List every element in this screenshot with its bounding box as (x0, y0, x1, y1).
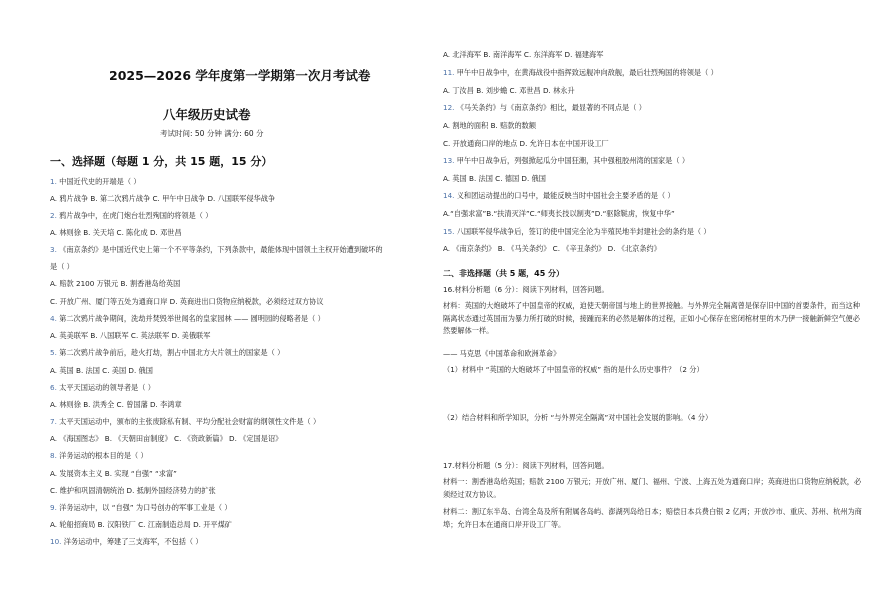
question-stem (443, 191, 675, 201)
question-stem (443, 227, 711, 237)
question-number: 10. (50, 537, 62, 546)
question-options: A. 割地的面积 B. 赔款的数额 (443, 121, 537, 130)
question-text: 中国近代史的开端是（ ） (59, 177, 141, 186)
question-stem (50, 177, 141, 187)
question-text: 第二次鸦片战争期间，洗劫并焚毁举世闻名的皇家园林 —— 圆明园的侵略者是（ ） (59, 314, 325, 323)
question-text: 甲午中日战争中，在黄海战役中指挥致远舰冲向敌舰，最后壮烈殉国的将领是（ ） (456, 68, 718, 77)
question-options: A. 林则徐 B. 洪秀全 C. 曾国藩 D. 李鸿章 (50, 400, 182, 409)
exam-meta: 考试时间: 50 分钟 满分: 60 分 (160, 129, 264, 138)
question-options: A. 林则徐 B. 关天培 C. 陈化成 D. 邓世昌 (50, 228, 182, 237)
section-2-heading: 二、非选择题（共 5 题，45 分） (443, 269, 565, 278)
question-options: A. 英国 B. 法国 C. 美国 D. 俄国 (50, 366, 153, 375)
question-options: A.“自强求富”B.“扶清灭洋”C.“师夷长技以制夷”D.“驱除鞑虏，恢复中华” (443, 209, 675, 218)
question-number: 1. (50, 177, 57, 186)
question-options: A. 《南京条约》 B. 《马关条约》 C. 《辛丑条约》 D. 《北京条约》 (443, 244, 661, 253)
exam-title: 2025—2026 学年度第一学期第一次月考试卷 (109, 68, 371, 83)
question-stem (50, 451, 148, 461)
exam-subtitle: 八年级历史试卷 (163, 107, 251, 122)
question-stem (443, 103, 646, 113)
question-number: 4. (50, 314, 57, 323)
question-stem (50, 417, 320, 427)
q16-header: 16.材料分析题（6 分）：阅读下列材料，回答问题。 (443, 285, 609, 294)
question-stem (50, 537, 203, 547)
question-text: 八国联军侵华战争后，签订的使中国完全沦为半殖民地半封建社会的条约是（ ） (456, 227, 711, 236)
question-options: C. 开放通商口岸的地点 D. 允许日本在中国开设工厂 (443, 139, 609, 148)
question-stem (50, 245, 383, 255)
question-text: 洋务运动的根本目的是（ ） (59, 451, 148, 460)
question-number: 9. (50, 503, 57, 512)
question-text: 鸦片战争中，在虎门炮台壮烈殉国的将领是（ ） (59, 211, 213, 220)
question-text: 太平天国运动的领导者是（ ） (59, 383, 155, 392)
question-options: A. 鸦片战争 B. 第二次鸦片战争 C. 甲午中日战争 D. 八国联军侵华战争 (50, 194, 276, 203)
question-options: A. 北洋海军 B. 南洋海军 C. 东洋海军 D. 福建海军 (443, 50, 604, 59)
q17-header: 17.材料分析题（5 分）：阅读下列材料，回答问题。 (443, 461, 609, 470)
question-stem (50, 348, 284, 358)
question-options: C. 开放广州、厦门等五处为通商口岸 D. 英商进出口货物应纳税款，必须经过双方协议 (50, 297, 324, 306)
question-stem (50, 383, 155, 393)
question-options: A. 丁汝昌 B. 刘步蟾 C. 邓世昌 D. 林永升 (443, 86, 575, 95)
question-options: A. 《海国图志》 B. 《天朝田亩制度》 C. 《资政新篇》 D. 《定国是诏》 (50, 434, 283, 443)
q16-source: —— 马克思《中国革命和欧洲革命》 (443, 349, 561, 358)
question-text-continued: 是（ ） (50, 262, 74, 271)
question-options: A. 轮船招商局 B. 汉阳铁厂 C. 江南制造总局 D. 开平煤矿 (50, 520, 232, 529)
question-options: A. 英美联军 B. 八国联军 C. 英法联军 D. 美俄联军 (50, 331, 211, 340)
q16-material: 材料：英国的大炮破坏了中国皇帝的权威，迫使天朝帝国与地上的世界接触。与外界完全隔离曾是保存旧中国的首要条件，而当这种隔离状态通过英国而为暴力所打破的时候，接踵而来的必然是解体的过程，正如小心保存在密闭棺材里的木乃伊一接触新鲜空气便必然要解体一样。 (443, 301, 860, 335)
question-stem (443, 68, 718, 78)
question-number: 11. (443, 68, 455, 77)
question-number: 12. (443, 103, 455, 112)
right-column (435, 0, 870, 616)
question-number: 15. (443, 227, 455, 236)
q16-subquestion-2: （2）结合材料和所学知识，分析 “与外界完全隔离”对中国社会发展的影响。（4 分） (443, 413, 713, 422)
q16-subquestion-1: （1）材料中 “英国的大炮破坏了中国皇帝的权威” 指的是什么历史事件？（2 分） (443, 365, 704, 374)
question-options: A. 发展资本主义 B. 实现 “自强” “求富” (50, 469, 177, 478)
question-text: 甲午中日战争后，列强掀起瓜分中国狂潮，其中强租胶州湾的国家是（ ） (456, 156, 690, 165)
question-options: A. 英国 B. 法国 C. 德国 D. 俄国 (443, 174, 546, 183)
right-question-list (443, 0, 863, 260)
q17-material-2: 材料二：割辽东半岛、台湾全岛及所有附属各岛屿、澎湖列岛给日本；赔偿日本兵费白银 2 亿两；开放沙市、重庆、苏州、杭州为商埠；允许日本在通商口岸开设工厂等。 (443, 507, 862, 529)
question-number: 3. (50, 245, 57, 254)
question-text: 《马关条约》与《南京条约》相比，最显著的不同点是（ ） (456, 103, 646, 112)
question-stem (50, 503, 232, 513)
question-text: 太平天国运动中，颁布的主张废除私有制、平均分配社会财富的纲领性文件是（ ） (59, 417, 321, 426)
question-stem (443, 156, 689, 166)
question-number: 13. (443, 156, 455, 165)
question-options: A. 赔款 2100 万银元 B. 割香港岛给英国 (50, 279, 181, 288)
left-question-list (50, 0, 430, 616)
q17-material-1: 材料一：割香港岛给英国；赔款 2100 万银元；开放广州、厦门、福州、宁波、上海五处为通商口岸；英商进出口货物应纳税款，必须经过双方协议。 (443, 477, 862, 499)
question-number: 6. (50, 383, 57, 392)
question-text: 洋务运动中，以 “自强” 为口号创办的军事工业是（ ） (59, 503, 232, 512)
question-text: 义和团运动提出的口号中，最能反映当时中国社会主要矛盾的是（ ） (456, 191, 675, 200)
question-number: 7. (50, 417, 57, 426)
question-stem (50, 314, 325, 324)
question-stem (50, 211, 212, 221)
question-text: 第二次鸦片战争前后，趁火打劫，割占中国北方大片领土的国家是（ ） (59, 348, 285, 357)
question-options: C. 维护和巩固清朝统治 D. 抵制外国经济势力的扩张 (50, 486, 216, 495)
question-number: 8. (50, 451, 57, 460)
question-number: 5. (50, 348, 57, 357)
question-number: 14. (443, 191, 455, 200)
question-text: 《南京条约》是中国近代史上第一个不平等条约，下列条款中，最能体现中国领土主权开始遭到破坏的 (59, 245, 383, 254)
question-text: 洋务运动中，筹建了三支海军，不包括（ ） (63, 537, 203, 546)
section-1-heading: 一、选择题（每题 1 分，共 15 题，15 分） (50, 155, 273, 168)
question-number: 2. (50, 211, 57, 220)
